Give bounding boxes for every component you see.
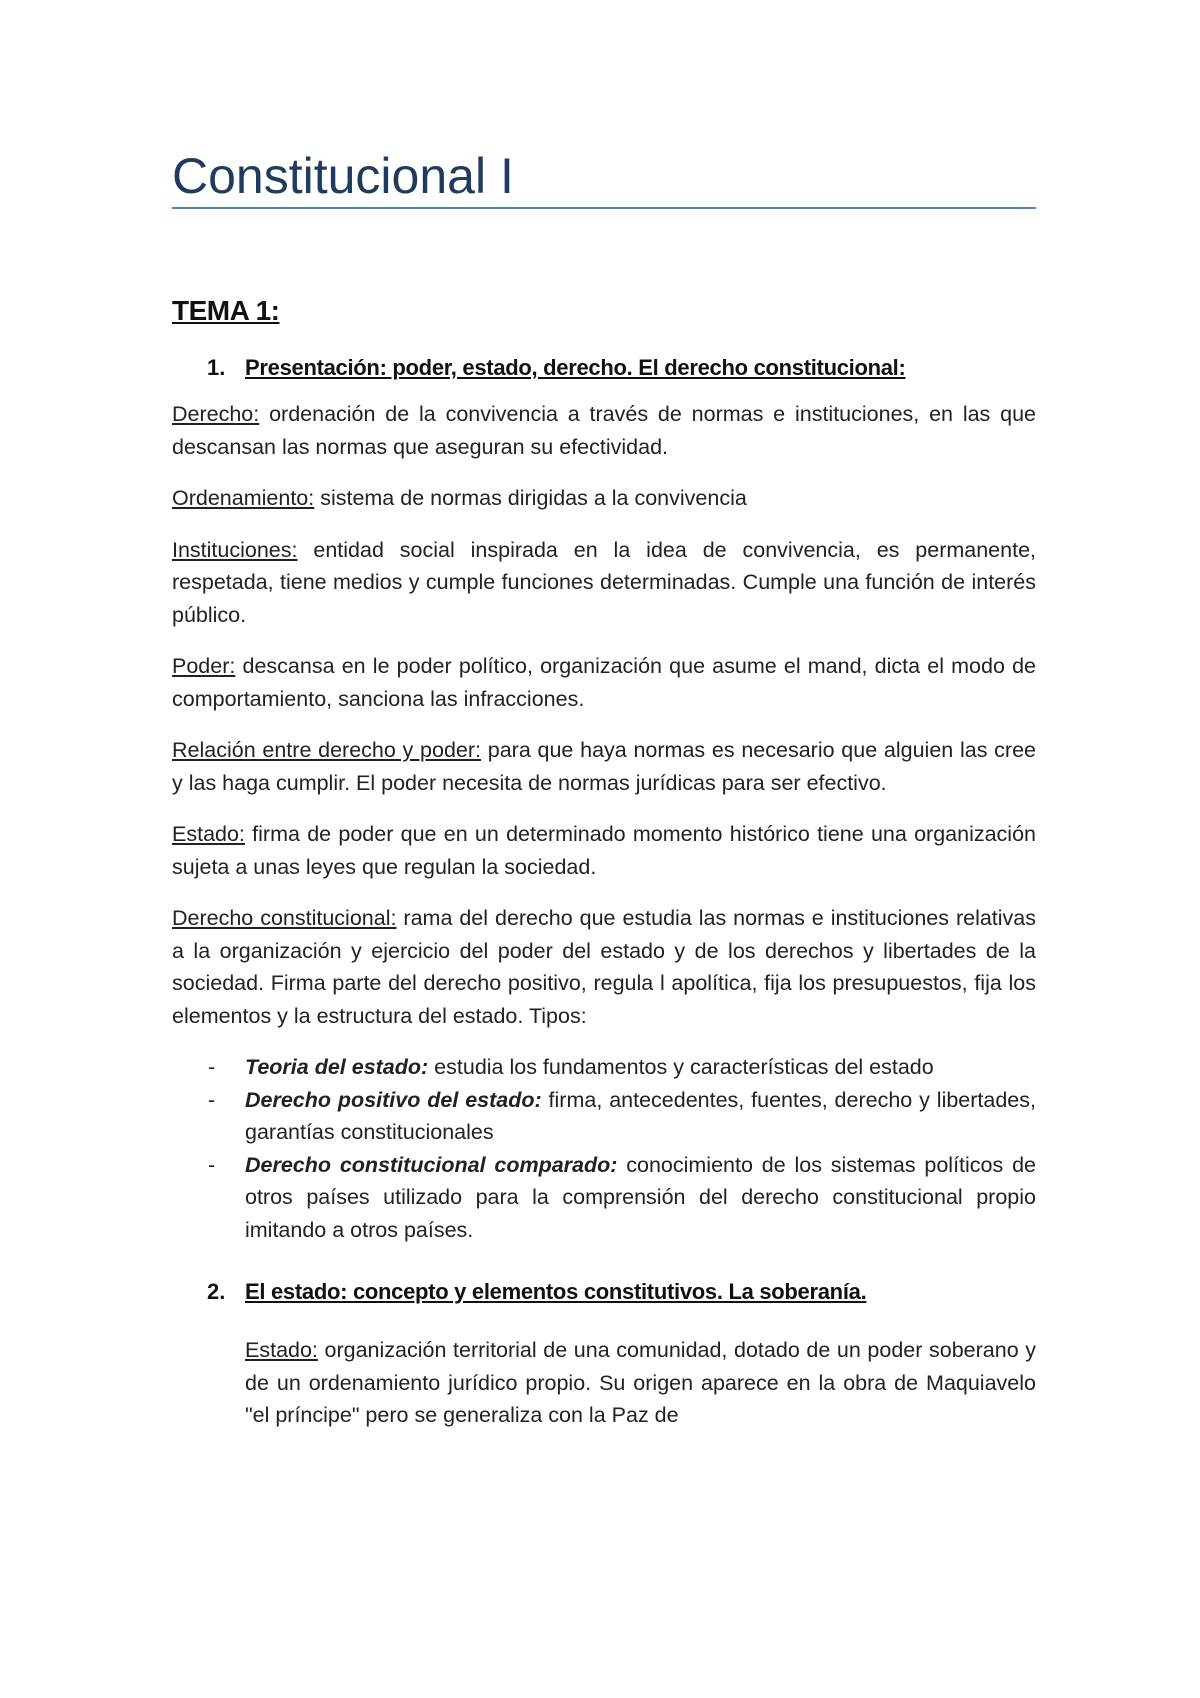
document-body [172, 352, 1036, 1451]
definition-poder [172, 650, 1036, 715]
list-item-text [245, 1051, 1036, 1084]
section-1-heading [172, 352, 1036, 384]
definition-text: entidad social inspirada en la idea de convivencia, es permanente, respetada, tiene medios y cumple funciones determinadas. Cumple una función de interés público. [172, 537, 1036, 627]
definition-term: Poder: [172, 654, 236, 678]
title-underline-rule [172, 207, 1036, 209]
list-item-text [245, 1084, 1036, 1149]
list-item-text [245, 1149, 1036, 1247]
definition-ordenamiento [172, 482, 1036, 515]
list-item [172, 1084, 1036, 1149]
tipos-list [172, 1051, 1036, 1246]
list-item [172, 1051, 1036, 1084]
list-item [172, 1149, 1036, 1247]
definition-term: Instituciones: [172, 537, 298, 562]
list-item-description: estudia los fundamentos y características del estado [428, 1055, 934, 1079]
bullet-dash: - [208, 1087, 216, 1112]
definition-text: ordenación de la convivencia a través de normas e instituciones, en las que descansan las normas que aseguran su efectividad. [172, 402, 1036, 459]
definition-relacion-derecho-poder [172, 734, 1036, 799]
definition-text: para que haya normas es necesario que alguien las cree y las haga cumplir. El poder necesita de normas jurídicas para ser efectivo. [172, 738, 1037, 795]
definition-estado-section-2 [245, 1334, 1036, 1432]
definition-text: sistema de normas dirigidas a la convivencia [314, 486, 747, 510]
definition-term: Derecho: [172, 402, 260, 426]
definition-text: firma de poder que en un determinado momento histórico tiene una organización sujeta a unas leyes que regulan la sociedad. [172, 822, 1036, 879]
list-item-term: Derecho constitucional comparado: [245, 1152, 618, 1177]
section-2-title: El estado: concepto y elementos constitutivos. La soberanía. [245, 1279, 867, 1304]
document-title: Constitucional I [172, 148, 514, 204]
bullet-dash: - [208, 1152, 216, 1177]
definition-text: rama del derecho que estudia las normas e instituciones relativas a la organización y ejercicio del poder del estado y de los derechos y libertades de la sociedad. Firma parte del derecho positivo, regula l apolítica, fija los presupuestos, fija los elementos y la estructura del estado. Tipos: [172, 906, 1037, 1028]
definition-text: organización territorial de una comunidad, dotado de un poder soberano y de un ordenamiento jurídico propio. Su origen aparece en la obra de Maquiavelo "el príncipe" pero se generaliza con la Paz de [245, 1338, 1036, 1427]
definition-derecho [172, 398, 1036, 463]
definition-term: Ordenamiento: [172, 486, 315, 510]
definition-instituciones [172, 534, 1036, 632]
definition-term: Relación entre derecho y poder: [172, 738, 482, 762]
definition-derecho-constitucional [172, 902, 1036, 1032]
section-1-title: Presentación: poder, estado, derecho. El derecho constitucional: [245, 355, 906, 380]
definition-text: descansa en le poder político, organización que asume el mand, dicta el modo de comportamiento, sanciona las infracciones. [172, 654, 1036, 711]
section-2-number: 2. [207, 1279, 226, 1304]
definition-term: Estado: [245, 1338, 318, 1362]
list-item-description: firma, antecedentes, fuentes, derecho y libertades, garantías constitucionales [245, 1087, 1036, 1144]
definition-term: Derecho constitucional: [172, 906, 397, 930]
list-item-description: conocimiento de los sistemas políticos de otros países utilizado para la comprensión del derecho constitucional propio imitando a otros países. [245, 1152, 1036, 1242]
tema-heading: TEMA 1: [172, 295, 280, 326]
definition-estado [172, 818, 1036, 883]
list-item-term: Teoria del estado: [245, 1055, 429, 1079]
section-1-number: 1. [207, 355, 226, 380]
section-2-heading [172, 1276, 1036, 1308]
definition-term: Estado: [172, 822, 245, 846]
bullet-dash: - [208, 1055, 216, 1079]
list-item-term: Derecho positivo del estado: [245, 1087, 542, 1112]
